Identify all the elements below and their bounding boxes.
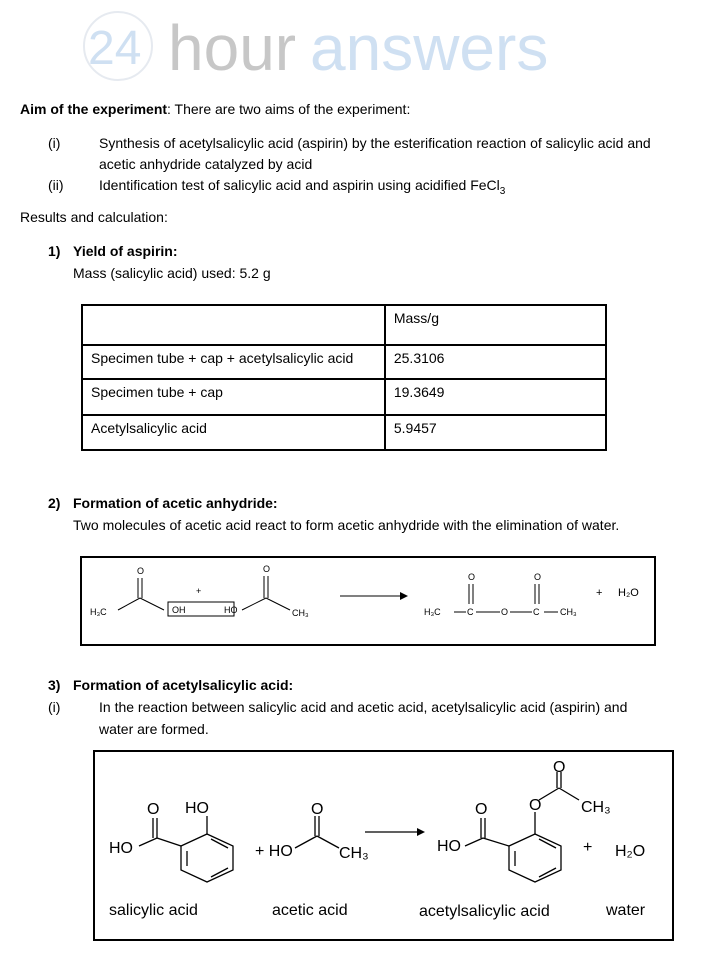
reactant2-ch3: CH₃ — [292, 608, 309, 618]
acetic-o: O — [311, 801, 324, 818]
anhydride-scheme-box — [80, 556, 656, 646]
table-header-empty — [82, 305, 385, 345]
product-h3c: H₃C — [424, 607, 441, 617]
section1-num: 1) — [48, 243, 61, 259]
section3-sub-num: (i) — [48, 699, 61, 715]
aspirin-ring-icon — [509, 834, 561, 882]
aim-label: Aim of the experiment — [20, 101, 168, 117]
aspirin-ho: HO — [437, 838, 461, 855]
product-bridge-o: O — [501, 607, 509, 617]
acetic-plus-ho: + HO — [255, 843, 293, 860]
aspirin-o-ester: O — [529, 797, 542, 814]
aim-item-2-line — [99, 176, 505, 201]
aim-item-1-line1: Synthesis of acetylsalicylic acid (aspirin) by the esterification reaction of salicylic acid and — [99, 135, 651, 151]
section3-title: Formation of acetylsalicylic acid: — [73, 677, 294, 693]
table-header-row — [82, 305, 606, 345]
results-heading: Results and calculation: — [20, 209, 168, 225]
product-c2: C — [533, 607, 540, 617]
aim-item-2-subscript: 3 — [499, 185, 506, 197]
table-row — [82, 415, 606, 450]
product-o2: O — [534, 572, 542, 582]
table-cell-value: 5.9457 — [385, 415, 606, 450]
reactant1-o: O — [137, 566, 145, 576]
logo-number: 24 — [88, 22, 142, 75]
aspirin-o-carbonyl: O — [475, 801, 488, 818]
table-cell-value: 19.3649 — [385, 379, 606, 415]
section1-mass-line: Mass (salicylic acid) used: 5.2 g — [73, 265, 271, 281]
aspirin-scheme-box — [93, 750, 674, 941]
product-plus: + — [596, 587, 603, 599]
salicylic-o: O — [147, 801, 160, 818]
scheme-plus: + — [196, 586, 202, 596]
section1-title: Yield of aspirin: — [73, 243, 178, 259]
product-water: H₂O — [618, 587, 639, 599]
label-acetylsalicylic-acid: acetylsalicylic acid — [419, 903, 550, 920]
logo-word-hour: hour — [168, 12, 297, 84]
section2-text: Two molecules of acetic acid react to form acetic anhydride with the elimination of water. — [73, 517, 620, 533]
logo-word-answers: answers — [310, 12, 549, 84]
salicylic-ho-top: HO — [185, 800, 209, 817]
salicylic-ring-icon — [181, 834, 233, 882]
aspirin-water: H₂O — [615, 843, 646, 860]
reactant1-oh: OH — [172, 605, 186, 615]
aim-item-1-line2: acetic anhydride catalyzed by acid — [99, 156, 313, 172]
mass-table — [81, 304, 607, 451]
table-row — [82, 345, 606, 379]
section2-num: 2) — [48, 495, 61, 511]
aim-line — [20, 100, 410, 118]
aspirin-o-top: O — [553, 759, 566, 776]
section3-line1: In the reaction between salicylic acid and acetic acid, acetylsalicylic acid (aspirin) and — [99, 699, 628, 715]
salicylic-ho-left: HO — [109, 840, 133, 857]
aspirin-plus: + — [583, 839, 593, 856]
aim-text: : There are two aims of the experiment: — [167, 101, 411, 117]
label-salicylic-acid: salicylic acid — [109, 902, 198, 919]
table-cell-value: 25.3106 — [385, 345, 606, 379]
section3-line2: water are formed. — [99, 721, 209, 737]
acetic-ch3: CH₃ — [339, 845, 369, 862]
aspirin-ch3: CH₃ — [581, 799, 611, 816]
reactant2-o: O — [263, 564, 271, 574]
product-ch3: CH₃ — [560, 607, 577, 617]
aspirin-scheme — [95, 752, 672, 939]
table-row — [82, 379, 606, 415]
logo-24houranswers — [78, 8, 598, 88]
label-water: water — [606, 902, 646, 919]
table-cell-label: Acetylsalicylic acid — [82, 415, 385, 450]
product-o1: O — [468, 572, 476, 582]
section2-title: Formation of acetic anhydride: — [73, 495, 278, 511]
aim-item-2-num: (ii) — [48, 177, 64, 193]
arrow-head-icon — [400, 592, 408, 600]
table-cell-label: Specimen tube + cap + acetylsalicylic acid — [82, 345, 385, 379]
table-header-mass: Mass/g — [385, 305, 606, 345]
aim-item-2-text: Identification test of salicylic acid and aspirin using acidified FeCl — [99, 177, 500, 193]
table-cell-label: Specimen tube + cap — [82, 379, 385, 415]
anhydride-scheme — [82, 558, 654, 644]
label-acetic-acid: acetic acid — [272, 902, 348, 919]
product-c1: C — [467, 607, 474, 617]
reactant2-ho: HO — [224, 605, 238, 615]
reactant1-h3c: H₃C — [90, 607, 107, 617]
arrow-head-icon — [417, 828, 425, 836]
section3-num: 3) — [48, 677, 61, 693]
aim-item-1-num: (i) — [48, 135, 61, 151]
